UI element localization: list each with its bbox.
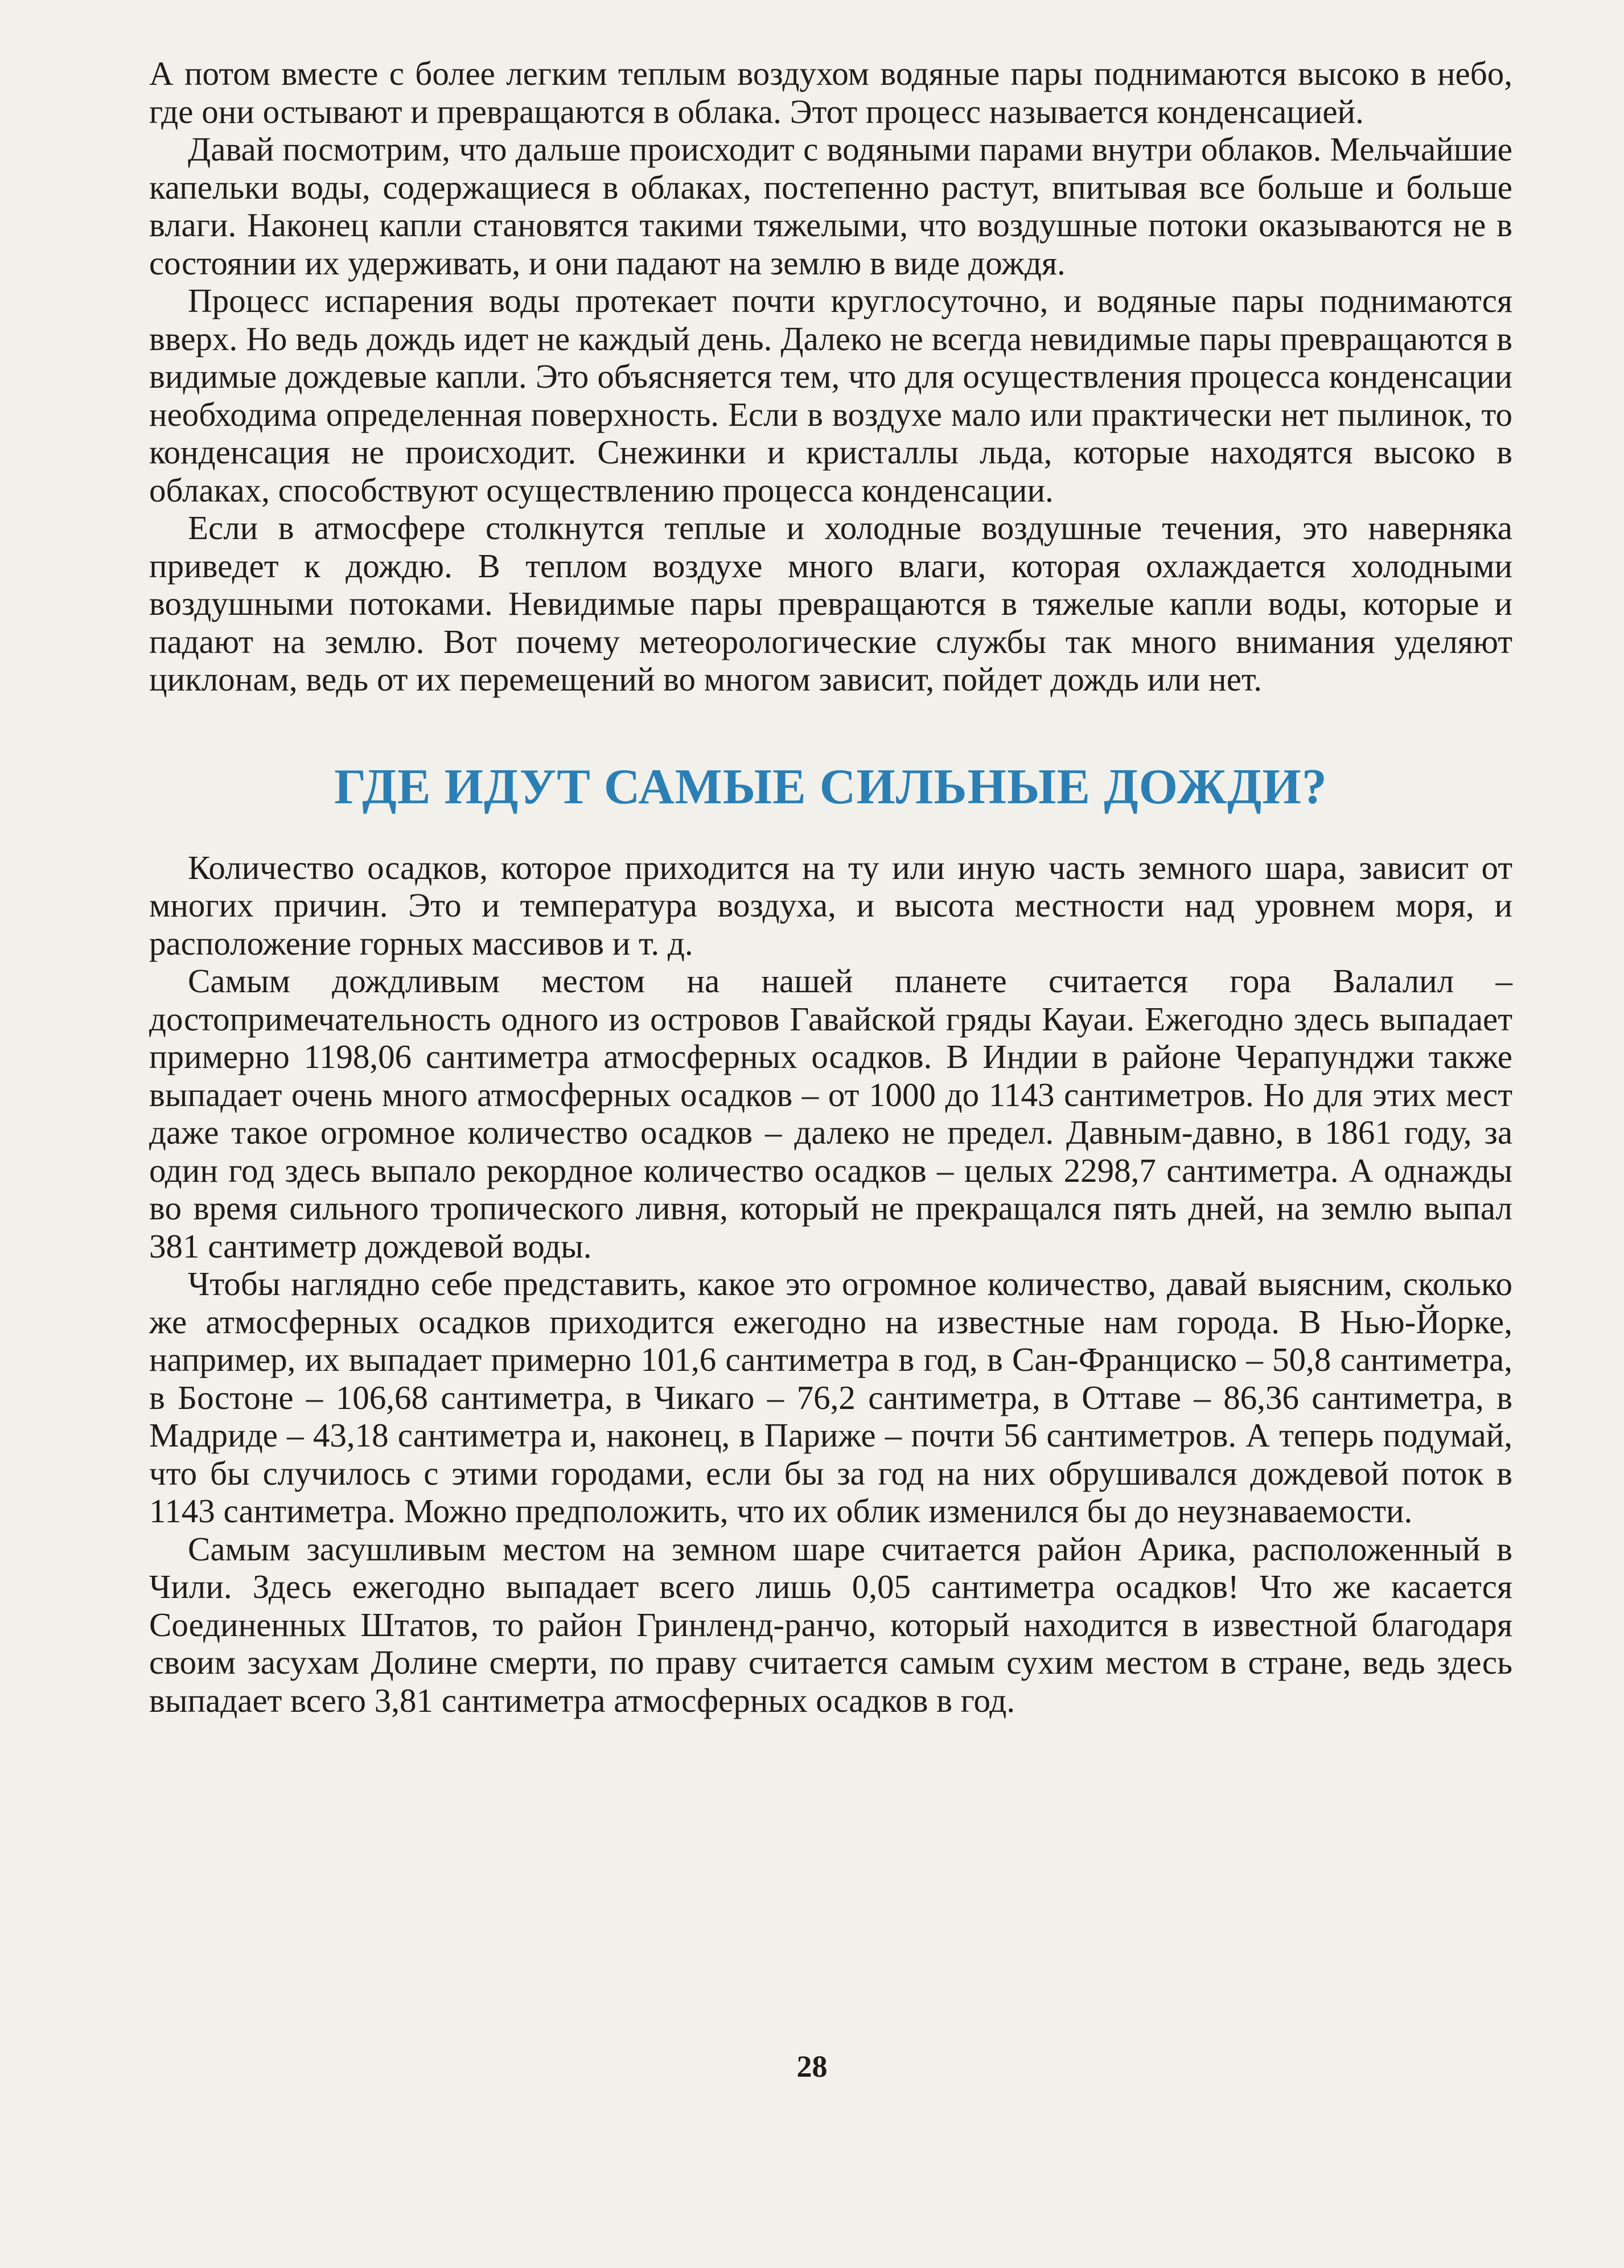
paragraph-cloud-droplets: Давай посмотрим, что дальше происходит с водяными парами внутри облаков. Мельчайшие капельки воды, содержащиеся в облаках, постепенно растут, впитывая все больше и больше влаги. Наконец капли становятся такими тяжелыми, что воздушные потоки оказываются не в состоянии их удерживать, и они падают на землю в виде дождя. [149,130,1512,282]
paragraph-city-comparison: Чтобы наглядно себе представить, какое это огромное количество, давай выясним, сколько же атмосферных осадков приходится ежегодно на известные нам города. В Нью-Йорке, например, их выпадает примерно 101,6 сантиметра в год, в Сан-Франциско – 50,8 сантиметра, в Бостоне – 106,68 сантиметра, в Чикаго – 76,2 сантиметра, в Оттаве – 86,36 сантиметра, в Мадриде – 43,18 сантиметра и, наконец, в Париже – почти 56 сантиметров. А теперь подумай, что бы случилось с этими городами, если бы за год на них обрушивался дождевой поток в 1143 сантиметра. Можно предположить, что их облик изменился бы до неузнаваемости. [149,1265,1512,1530]
spacer [149,699,1512,760]
paragraph-evaporation: Процесс испарения воды протекает почти круглосуточно, и водяные пары поднимаются вверх. Но ведь дождь идет не каждый день. Далеко не всегда невидимые пары превращаются в видимые дождевые капли. Это объясняется тем, что для осуществления процесса конденсации необходима определенная поверхность. Если в воздухе мало или практически нет пылинок, то конденсация не происходит. Снежинки и кристаллы льда, которые находятся высоко в облаках, способствуют осуществлению процесса конденсации. [149,282,1512,509]
paragraph-rainiest-place: Самым дождливым местом на нашей планете считается гора Валалил – достопримечательность одного из островов Гавайской гряды Кауаи. Ежегодно здесь выпадает примерно 1198,06 сантиметра атмосферных осадков. В Индии в районе Черапунджи также выпадает очень много атмосферных осадков – от 1000 до 1143 сантиметров. Но для этих мест даже такое огромное количество осадков – далеко не предел. Давным-давно, в 1861 году, за один год здесь выпало рекордное количество осадков – целых 2298,7 сантиметра. А однажды во время сильного тропического ливня, который не прекращался пять дней, на землю выпал 381 сантиметр дождевой воды. [149,962,1512,1265]
spacer [149,815,1512,849]
paragraph-precipitation-factors: Количество осадков, которое приходится на ту или иную часть земного шара, зависит от многих причин. Это и температура воздуха, и высота местности над уровнем моря, и расположение горных массивов и т. д. [149,848,1512,962]
text-column [149,55,1512,1719]
paragraph-driest-place: Самым засушливым местом на земном шаре считается район Арика, расположенный в Чили. Здесь ежегодно выпадает всего лишь 0,05 сантиметра осадков! Что же касается Соединенных Штатов, то район Гринленд-ранчо, который находится в известной благодаря своим засухам Долине смерти, по праву считается самым сухим местом в стране, ведь здесь выпадает всего 3,81 сантиметра атмосферных осадков в год. [149,1530,1512,1719]
section-heading: ГДЕ ИДУТ САМЫЕ СИЛЬНЫЕ ДОЖДИ? [334,759,1327,815]
paragraph-condensation-intro: А потом вместе с более легким теплым воздухом водяные пары поднимаются высоко в небо, где они остывают и превращаются в облака. Этот процесс называется конденсацией. [149,55,1512,130]
page-number: 28 [796,2049,828,2084]
paragraph-air-currents: Если в атмосфере столкнутся теплые и холодные воздушные течения, это наверняка приведет к дождю. В теплом воздухе много влаги, которая охлаждается холодными воздушными потоками. Невидимые пары превращаются в тяжелые капли воды, которые и падают на землю. Вот почему метеорологические службы так много внимания уделяют циклонам, ведь от их перемещений во многом зависит, пойдет дождь или нет. [149,509,1512,698]
